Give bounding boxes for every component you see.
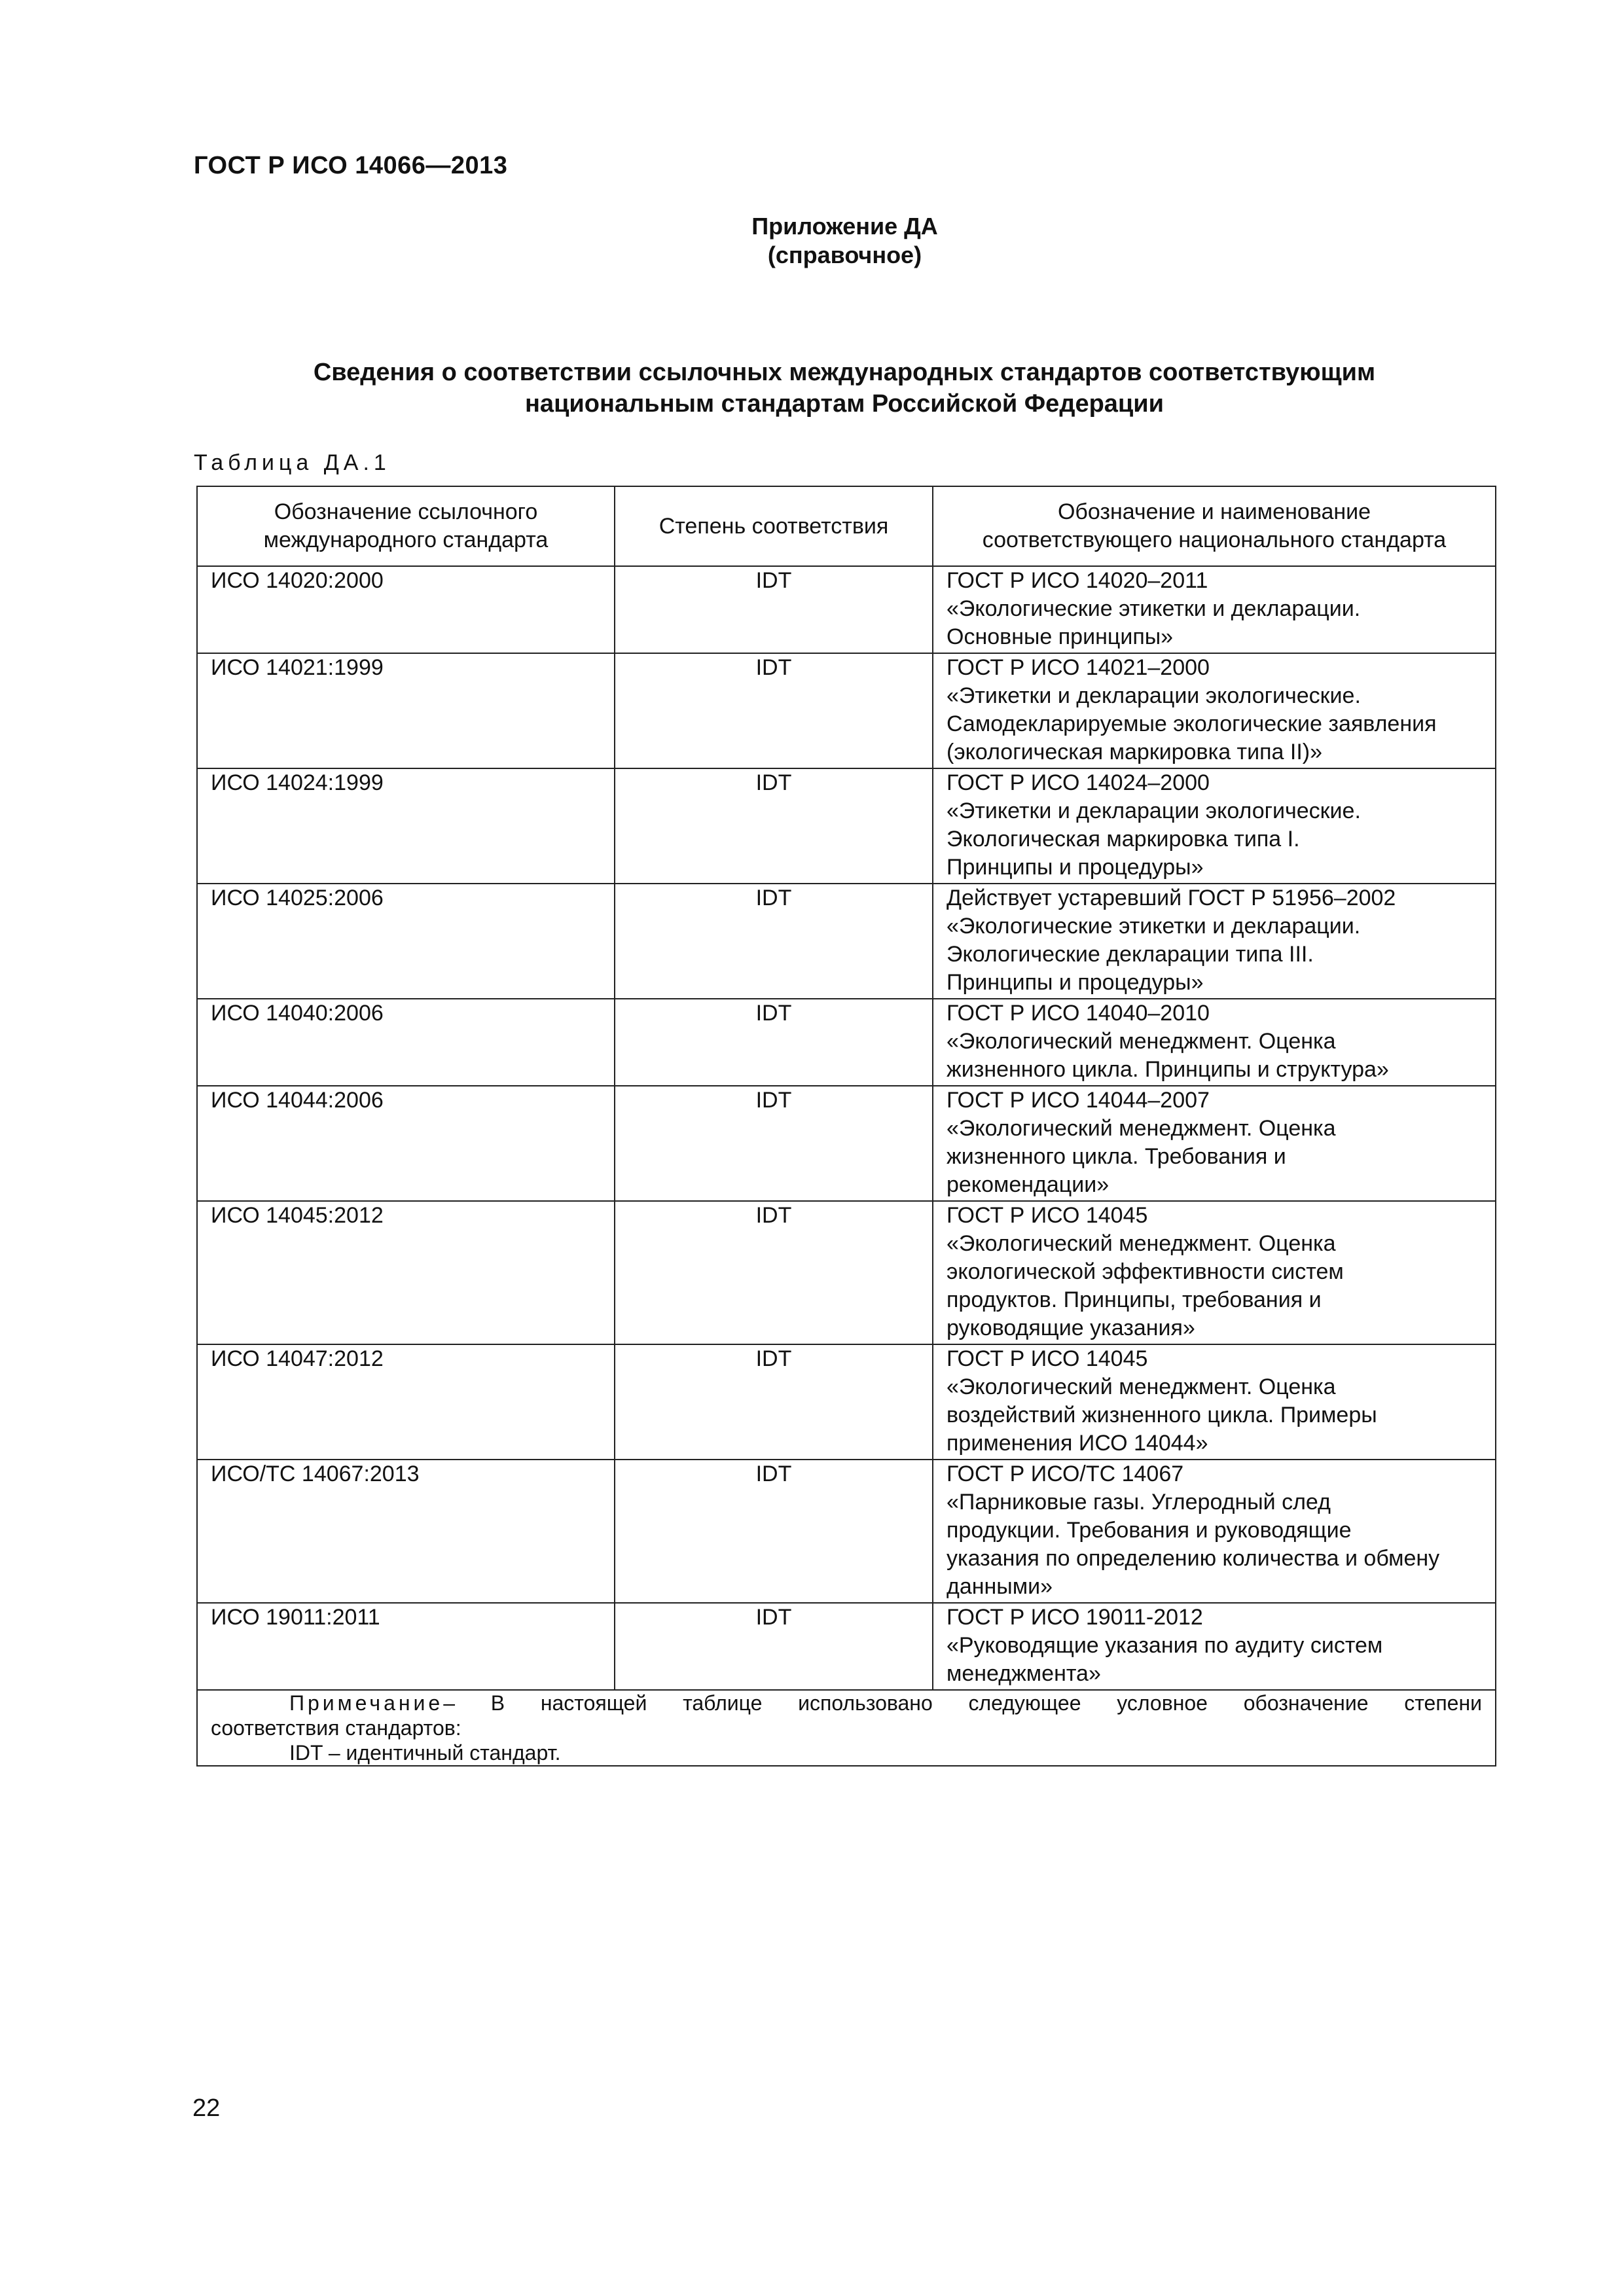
section-title bbox=[196, 357, 1492, 420]
section-title-line-1: Сведения о соответствии ссылочных международных стандартов соответствующим bbox=[313, 359, 1376, 386]
table-row bbox=[197, 1460, 1496, 1603]
table-header-row bbox=[197, 486, 1496, 566]
reference-cell: ИСО 14021:1999 bbox=[197, 653, 615, 768]
header-reference-standard: Обозначение ссылочного международного стандарта bbox=[197, 486, 615, 566]
appendix-type: (справочное) bbox=[767, 241, 922, 268]
national-standard-cell: ГОСТ Р ИСО 14045 «Экологический менеджмент. Оценка воздействий жизненного цикла. Примеры применения ИСО 14044» bbox=[933, 1344, 1496, 1460]
reference-cell: ИСО/ТС 14067:2013 bbox=[197, 1460, 615, 1603]
header-degree-of-correspondence: Степень соответствия bbox=[615, 486, 933, 566]
table-row bbox=[197, 566, 1496, 653]
table-row bbox=[197, 653, 1496, 768]
degree-cell: IDT bbox=[615, 1460, 933, 1603]
degree-cell: IDT bbox=[615, 566, 933, 653]
national-standard-cell: ГОСТ Р ИСО 14040–2010 «Экологический менеджмент. Оценка жизненного цикла. Принципы и структура» bbox=[933, 999, 1496, 1086]
page-number: 22 bbox=[192, 2094, 221, 2122]
degree-cell: IDT bbox=[615, 1201, 933, 1344]
reference-cell: ИСО 14020:2000 bbox=[197, 566, 615, 653]
degree-cell: IDT bbox=[615, 653, 933, 768]
national-standard-cell: ГОСТ Р ИСО 14024–2000 «Этикетки и декларации экологические. Экологическая маркировка типа I. Принципы и процедуры» bbox=[933, 768, 1496, 884]
note-text: – В настоящей таблице использовано следующее условное обозначение степени bbox=[443, 1691, 1482, 1715]
table-row bbox=[197, 1603, 1496, 1690]
table-row bbox=[197, 999, 1496, 1086]
table-row bbox=[197, 1086, 1496, 1201]
degree-cell: IDT bbox=[615, 1603, 933, 1690]
national-standard-cell: Действует устаревший ГОСТ Р 51956–2002 «Экологические этикетки и декларации. Экологические декларации типа III. Принципы и процедуры» bbox=[933, 884, 1496, 999]
appendix-heading bbox=[0, 212, 1624, 270]
degree-cell: IDT bbox=[615, 768, 933, 884]
note-legend: IDT – идентичный стандарт. bbox=[289, 1741, 561, 1765]
reference-cell: ИСО 14045:2012 bbox=[197, 1201, 615, 1344]
national-standard-cell: ГОСТ Р ИСО/ТС 14067 «Парниковые газы. Углеродный след продукции. Требования и руководящие указания по определению количества и обмену данными» bbox=[933, 1460, 1496, 1603]
reference-cell: ИСО 14040:2006 bbox=[197, 999, 615, 1086]
reference-cell: ИСО 14044:2006 bbox=[197, 1086, 615, 1201]
national-standard-cell: ГОСТ Р ИСО 14044–2007 «Экологический менеджмент. Оценка жизненного цикла. Требования и рекомендации» bbox=[933, 1086, 1496, 1201]
table-row bbox=[197, 1344, 1496, 1460]
section-title-line-2: национальным стандартам Российской Федерации bbox=[524, 389, 1164, 418]
reference-cell: ИСО 14025:2006 bbox=[197, 884, 615, 999]
reference-cell: ИСО 19011:2011 bbox=[197, 1603, 615, 1690]
table-row bbox=[197, 1201, 1496, 1344]
table-caption: Таблица ДА.1 bbox=[194, 450, 391, 475]
note-line-1 bbox=[211, 1691, 1482, 1715]
reference-cell: ИСО 14047:2012 bbox=[197, 1344, 615, 1460]
correspondence-table bbox=[196, 486, 1496, 1767]
note-label: Примечание bbox=[289, 1691, 444, 1715]
table-note bbox=[197, 1690, 1496, 1766]
header-national-standard: Обозначение и наименование соответствующего национального стандарта bbox=[933, 486, 1496, 566]
national-standard-cell: ГОСТ Р ИСО 14021–2000 «Этикетки и декларации экологические. Самодекларируемые экологические заявления (экологическая маркировка типа II)» bbox=[933, 653, 1496, 768]
degree-cell: IDT bbox=[615, 1086, 933, 1201]
degree-cell: IDT bbox=[615, 999, 933, 1086]
reference-cell: ИСО 14024:1999 bbox=[197, 768, 615, 884]
national-standard-cell: ГОСТ Р ИСО 14020–2011 «Экологические этикетки и декларации. Основные принципы» bbox=[933, 566, 1496, 653]
document-code: ГОСТ Р ИСО 14066—2013 bbox=[194, 152, 508, 179]
degree-cell: IDT bbox=[615, 884, 933, 999]
table-row bbox=[197, 768, 1496, 884]
national-standard-cell: ГОСТ Р ИСО 19011-2012 «Руководящие указания по аудиту систем менеджмента» bbox=[933, 1603, 1496, 1690]
national-standard-cell: ГОСТ Р ИСО 14045 «Экологический менеджмент. Оценка экологической эффективности систем продуктов. Принципы, требования и руководящие указания» bbox=[933, 1201, 1496, 1344]
note-line-2: соответствия стандартов: bbox=[211, 1716, 461, 1740]
table-row bbox=[197, 884, 1496, 999]
appendix-label: Приложение ДА bbox=[751, 213, 938, 240]
table-note-row bbox=[197, 1690, 1496, 1766]
degree-cell: IDT bbox=[615, 1344, 933, 1460]
